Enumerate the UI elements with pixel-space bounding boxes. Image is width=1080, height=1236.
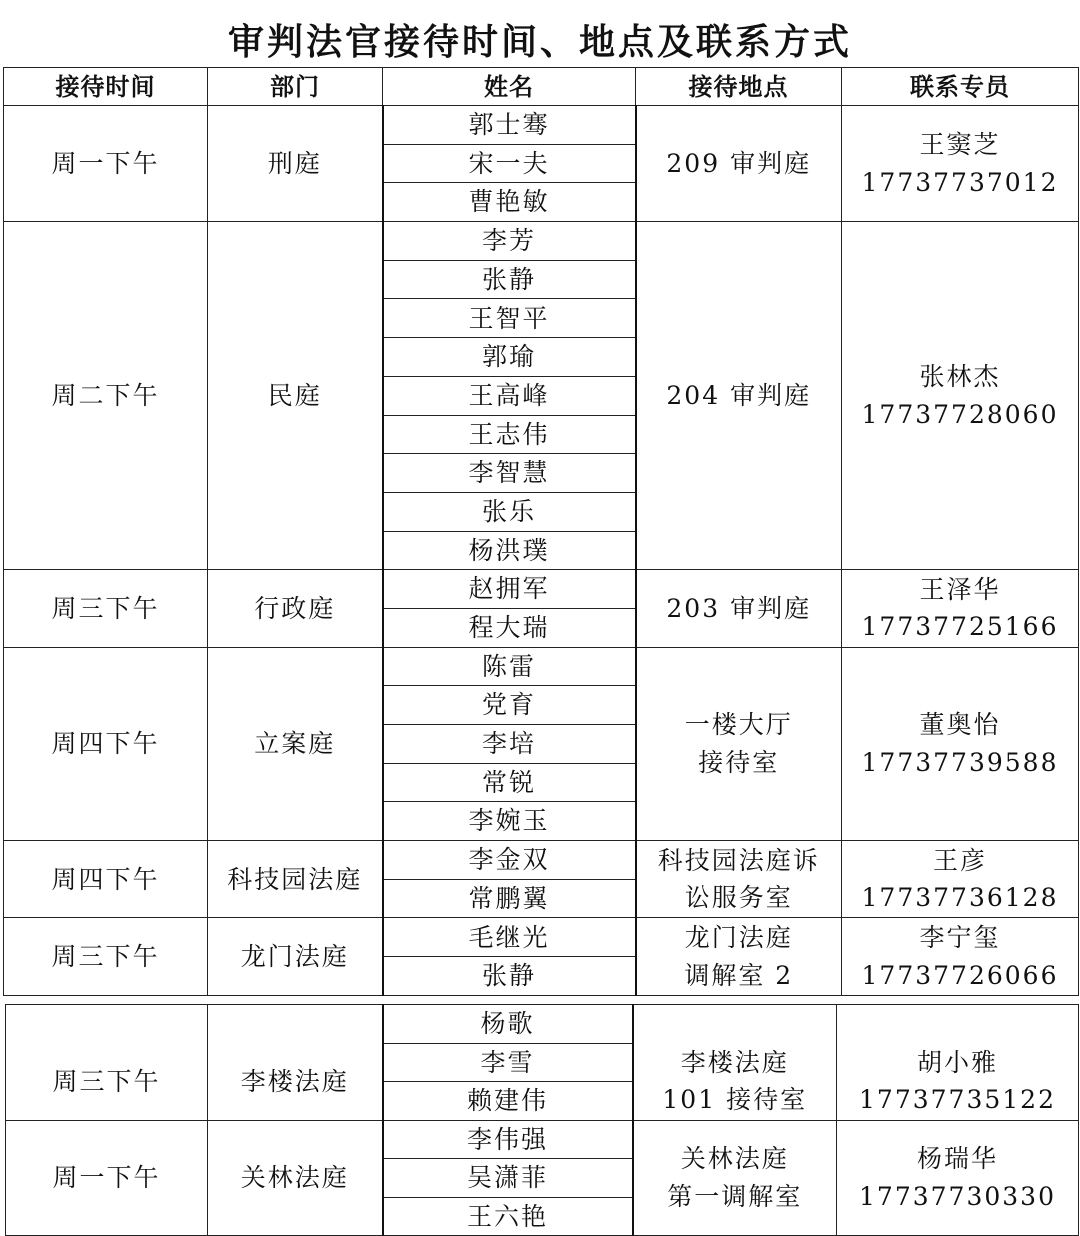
contact-name: 张林杰 [919, 362, 1001, 392]
reception-time: 周四下午 [4, 841, 208, 918]
contact-person [842, 222, 1079, 570]
reception-location [636, 570, 842, 647]
contact-person [842, 570, 1079, 647]
table-header-row [4, 68, 1079, 106]
location-line: 接待室 [698, 747, 780, 777]
location-line: 讼服务室 [684, 883, 793, 913]
judge-name: 李金双 [383, 841, 636, 880]
contact-phone: 17737725166 [861, 612, 1059, 642]
judge-name: 李伟强 [383, 1120, 633, 1159]
judge-name: 李雪 [383, 1043, 633, 1082]
judge-name: 杨洪璞 [383, 531, 636, 570]
contact-person [842, 841, 1079, 918]
reception-location [636, 918, 842, 995]
table-row [4, 918, 1079, 957]
department: 民庭 [208, 222, 383, 570]
judge-name: 王六艳 [383, 1197, 633, 1236]
contact-phone: 17737737012 [861, 167, 1059, 197]
header-contact: 联系专员 [842, 68, 1079, 106]
judge-name: 党育 [383, 686, 636, 725]
header-location: 接待地点 [636, 68, 842, 106]
reception-time: 周三下午 [4, 918, 208, 995]
judge-name: 张乐 [383, 492, 636, 531]
location-line: 101 接待室 [662, 1085, 808, 1115]
contact-phone: 17737739588 [861, 747, 1059, 777]
table-row [6, 1120, 1079, 1159]
contact-phone: 17737736128 [861, 883, 1059, 913]
judge-name: 曹艳敏 [383, 183, 636, 222]
judge-name: 李培 [383, 725, 636, 764]
reception-location [636, 106, 842, 222]
reception-table-continued [5, 1004, 1079, 1236]
judge-name: 杨歌 [383, 1005, 633, 1044]
location-line: 李楼法庭 [680, 1047, 789, 1077]
reception-location [636, 647, 842, 840]
reception-time: 周二下午 [4, 222, 208, 570]
header-dept: 部门 [208, 68, 383, 106]
table-row [4, 222, 1079, 261]
judge-name: 常锐 [383, 763, 636, 802]
department: 李楼法庭 [208, 1043, 383, 1120]
department: 行政庭 [208, 570, 383, 647]
location-line: 一楼大厅 [684, 710, 793, 740]
reception-location [636, 841, 842, 918]
department: 科技园法庭 [208, 841, 383, 918]
judge-name: 李芳 [383, 222, 636, 261]
reception-table [3, 67, 1079, 996]
judge-name: 赖建伟 [383, 1082, 633, 1121]
judge-name: 郭瑜 [383, 338, 636, 377]
contact-name: 王泽华 [919, 574, 1001, 604]
location-line: 龙门法庭 [684, 923, 793, 953]
judge-name: 李智慧 [383, 454, 636, 493]
table-row [6, 1043, 1079, 1082]
contact-phone: 17737735122 [859, 1085, 1056, 1115]
contact-phone: 17737728060 [861, 399, 1059, 429]
contact-person [837, 1043, 1079, 1120]
contact-name: 董奥怡 [919, 710, 1001, 740]
blank-cell [633, 1005, 837, 1044]
judge-name: 张静 [383, 957, 636, 996]
contact-person [842, 918, 1079, 995]
department: 刑庭 [208, 106, 383, 222]
blank-cell [6, 1005, 208, 1044]
contact-person [842, 106, 1079, 222]
table-row [4, 570, 1079, 609]
judge-name: 郭士骞 [383, 106, 636, 145]
blank-cell [208, 1005, 383, 1044]
header-time: 接待时间 [4, 68, 208, 106]
contact-phone: 17737730330 [859, 1181, 1056, 1211]
location-line: 204 审判庭 [666, 380, 812, 410]
reception-location [636, 222, 842, 570]
judge-name: 宋一夫 [383, 144, 636, 183]
reception-time: 周四下午 [4, 647, 208, 840]
judge-name: 程大瑞 [383, 608, 636, 647]
reception-time: 周三下午 [6, 1043, 208, 1120]
contact-name: 王窦芝 [919, 130, 1001, 160]
location-line: 调解室 2 [684, 960, 794, 990]
page-title: 审判法官接待时间、地点及联系方式 [227, 22, 852, 63]
department: 龙门法庭 [208, 918, 383, 995]
contact-name: 李宁玺 [919, 923, 1001, 953]
table-row [4, 841, 1079, 880]
judge-name: 毛继光 [383, 918, 636, 957]
judge-name: 陈雷 [383, 647, 636, 686]
reception-time: 周三下午 [4, 570, 208, 647]
judge-name: 吴潇菲 [383, 1159, 633, 1198]
table-row [6, 1005, 1079, 1044]
judge-name: 赵拥军 [383, 570, 636, 609]
judge-name: 张静 [383, 260, 636, 299]
reception-time: 周一下午 [4, 106, 208, 222]
contact-person [837, 1120, 1079, 1236]
location-line: 203 审判庭 [666, 593, 812, 623]
table-row [4, 647, 1079, 686]
contact-name: 王彦 [932, 845, 987, 875]
reception-time: 周一下午 [6, 1120, 208, 1236]
judge-name: 王高峰 [383, 376, 636, 415]
judge-name: 李婉玉 [383, 802, 636, 841]
location-line: 209 审判庭 [666, 148, 812, 178]
blank-cell [837, 1005, 1079, 1044]
contact-person [842, 647, 1079, 840]
department: 立案庭 [208, 647, 383, 840]
table-row [4, 106, 1079, 145]
location-line: 第一调解室 [667, 1181, 803, 1211]
department: 关林法庭 [208, 1120, 383, 1236]
header-name: 姓名 [383, 68, 636, 106]
reception-location [633, 1120, 837, 1236]
judge-name: 王智平 [383, 299, 636, 338]
reception-location [633, 1043, 837, 1120]
contact-name: 杨瑞华 [916, 1144, 998, 1174]
location-line: 关林法庭 [680, 1144, 789, 1174]
contact-phone: 17737726066 [861, 960, 1059, 990]
judge-name: 常鹏翼 [383, 879, 636, 918]
location-line: 科技园法庭诉 [657, 845, 820, 875]
contact-name: 胡小雅 [916, 1047, 998, 1077]
judge-name: 王志伟 [383, 415, 636, 454]
